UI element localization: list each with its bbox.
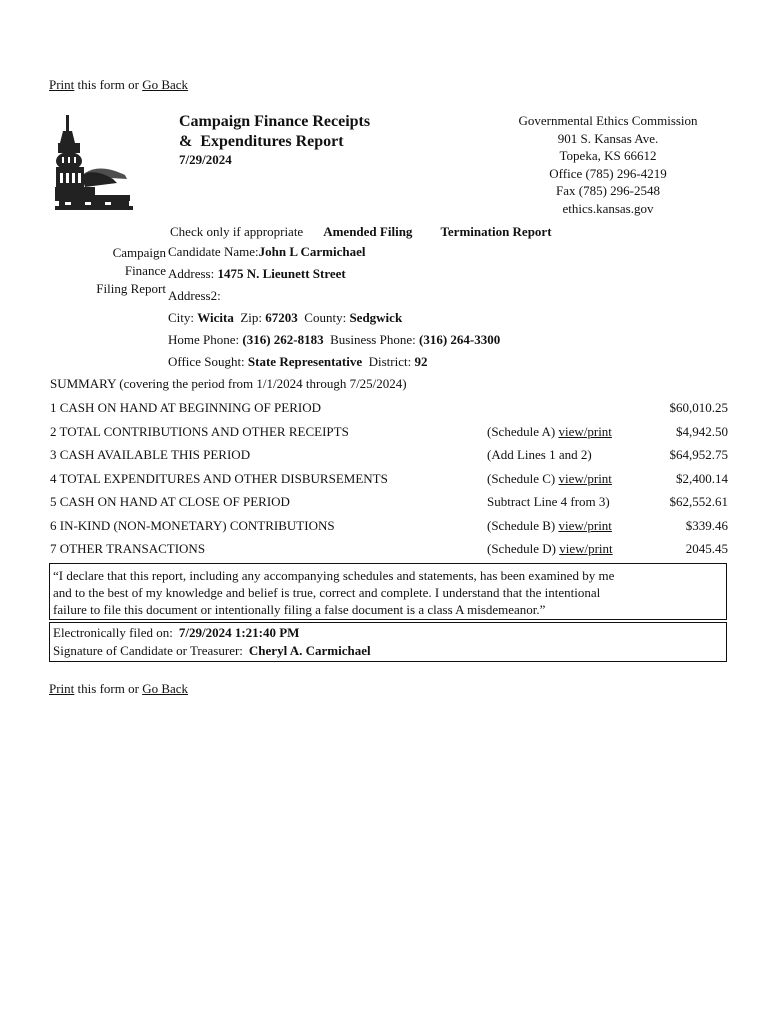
filing-type-row bbox=[170, 224, 552, 240]
top-navigation bbox=[49, 77, 188, 93]
title-text: Expenditures Report bbox=[200, 133, 344, 150]
filed-on-label: Electronically filed on: bbox=[53, 625, 173, 640]
summary-row-label: 4 TOTAL EXPENDITURES AND OTHER DISBURSEMENTS bbox=[50, 471, 388, 486]
side-label-line1: Campaign bbox=[112, 245, 166, 260]
nav-text: this form or bbox=[74, 681, 143, 696]
summary-row-schedule bbox=[487, 471, 612, 487]
summary-row-schedule bbox=[487, 424, 612, 440]
side-label-line2: Finance bbox=[124, 263, 166, 278]
summary-row-amount: 2045.45 bbox=[685, 541, 728, 556]
address2-row bbox=[168, 288, 221, 304]
side-label bbox=[82, 244, 166, 298]
agency-city: Topeka, KS 66612 bbox=[559, 148, 657, 163]
title-ampersand: & bbox=[179, 133, 193, 150]
phone-row bbox=[168, 332, 500, 348]
business-phone: (316) 264-3300 bbox=[418, 332, 501, 347]
summary-row-amount: $60,010.25 bbox=[669, 400, 728, 415]
candidate-county: Sedgwick bbox=[349, 310, 403, 325]
summary-row-amount: $4,942.50 bbox=[676, 424, 728, 439]
candidate-zip: 67203 bbox=[265, 310, 298, 325]
schedule-a-view-print-link[interactable]: view/print bbox=[558, 424, 612, 439]
report-title-line2 bbox=[179, 133, 344, 151]
summary-row-schedule bbox=[487, 541, 613, 557]
bottom-navigation bbox=[49, 681, 188, 697]
print-link[interactable]: Print bbox=[49, 77, 75, 92]
summary-row-schedule: (Add Lines 1 and 2) bbox=[487, 447, 592, 462]
address2-label: Address2: bbox=[168, 288, 221, 303]
termination-report-label: Termination Report bbox=[440, 224, 552, 239]
kansas-capitol-seal-icon bbox=[55, 113, 133, 213]
candidate-name-label: Candidate Name: bbox=[168, 244, 259, 259]
print-link[interactable]: Print bbox=[49, 681, 75, 696]
agency-street: 901 S. Kansas Ave. bbox=[557, 130, 659, 146]
signature-value: Cheryl A. Carmichael bbox=[248, 643, 371, 658]
summary-row-label: 7 OTHER TRANSACTIONS bbox=[50, 541, 206, 556]
summary-row-amount: $2,400.14 bbox=[676, 471, 728, 486]
signature-label: Signature of Candidate or Treasurer: bbox=[53, 643, 243, 658]
report-title-line1: Campaign Finance Receipts bbox=[179, 113, 371, 130]
summary-row-label: 5 CASH ON HAND AT CLOSE OF PERIOD bbox=[50, 494, 290, 509]
schedule-text: (Schedule D) bbox=[487, 541, 560, 556]
summary-row-label: 1 CASH ON HAND AT BEGINNING OF PERIOD bbox=[50, 400, 321, 415]
go-back-link[interactable]: Go Back bbox=[142, 681, 189, 696]
go-back-link[interactable]: Go Back bbox=[142, 77, 189, 92]
business-phone-label: Business Phone: bbox=[330, 332, 416, 347]
summary-row-schedule: Subtract Line 4 from 3) bbox=[487, 494, 610, 509]
district-label: District: bbox=[368, 354, 412, 369]
summary-row-4 bbox=[50, 471, 730, 493]
summary-row-label: 2 TOTAL CONTRIBUTIONS AND OTHER RECEIPTS bbox=[50, 424, 349, 439]
summary-row-3 bbox=[50, 447, 730, 469]
declaration-line3: failure to file this document or intentionally filing a false document is a class A misdemeanor.” bbox=[53, 602, 546, 617]
check-prompt: Check only if appropriate bbox=[170, 224, 304, 239]
agency-office-phone: Office (785) 296-4219 bbox=[549, 165, 667, 181]
side-label-line3: Filing Report bbox=[96, 281, 166, 296]
schedule-c-view-print-link[interactable]: view/print bbox=[558, 471, 612, 486]
schedule-text: (Schedule A) bbox=[487, 424, 559, 439]
filing-box bbox=[49, 622, 727, 662]
summary-row-1 bbox=[50, 400, 730, 422]
agency-website: ethics.kansas.gov bbox=[562, 200, 654, 216]
summary-row-7 bbox=[50, 541, 730, 563]
address-row bbox=[168, 266, 346, 282]
summary-row-6 bbox=[50, 518, 730, 540]
summary-row-amount: $64,952.75 bbox=[669, 447, 728, 462]
nav-text: this form or bbox=[74, 77, 143, 92]
report-date: 7/29/2024 bbox=[179, 152, 232, 167]
summary-row-amount: $62,552.61 bbox=[669, 494, 728, 509]
zip-label: Zip: bbox=[240, 310, 263, 325]
office-row bbox=[168, 354, 427, 370]
city-label: City: bbox=[168, 310, 195, 325]
candidate-name-row bbox=[168, 244, 366, 260]
signature-row bbox=[53, 642, 723, 660]
home-phone: (316) 262-8183 bbox=[242, 332, 324, 347]
address-label: Address: bbox=[168, 266, 215, 281]
schedule-b-view-print-link[interactable]: view/print bbox=[558, 518, 612, 533]
county-label: County: bbox=[304, 310, 347, 325]
schedule-text: (Schedule C) bbox=[487, 471, 559, 486]
candidate-name: John L Carmichael bbox=[258, 244, 366, 259]
office-label: Office Sought: bbox=[168, 354, 245, 369]
agency-info bbox=[498, 112, 718, 217]
amended-filing-label: Amended Filing bbox=[323, 224, 413, 239]
candidate-address: 1475 N. Lieunett Street bbox=[217, 266, 346, 281]
declaration-line2: and to the best of my knowledge and belief is true, correct and complete. I understand that the intentional bbox=[53, 585, 601, 600]
declaration-line1: “I declare that this report, including any accompanying schedules and statements, has been examined by me bbox=[53, 568, 615, 583]
home-phone-label: Home Phone: bbox=[168, 332, 240, 347]
agency-fax: Fax (785) 296-2548 bbox=[556, 183, 660, 198]
summary-row-label: 6 IN-KIND (NON-MONETARY) CONTRIBUTIONS bbox=[50, 518, 335, 533]
summary-row-2 bbox=[50, 424, 730, 446]
office-sought: State Representative bbox=[247, 354, 363, 369]
summary-row-label: 3 CASH AVAILABLE THIS PERIOD bbox=[50, 447, 251, 462]
filed-on-value: 7/29/2024 1:21:40 PM bbox=[178, 625, 300, 640]
declaration-box bbox=[49, 563, 727, 620]
filed-on-row bbox=[53, 624, 723, 642]
summary-row-5 bbox=[50, 494, 730, 516]
agency-name: Governmental Ethics Commission bbox=[518, 113, 698, 128]
city-row bbox=[168, 310, 402, 326]
schedule-d-view-print-link[interactable]: view/print bbox=[559, 541, 613, 556]
candidate-city: Wicita bbox=[197, 310, 234, 325]
summary-heading: SUMMARY (covering the period from 1/1/2024 through 7/25/2024) bbox=[50, 376, 407, 391]
district: 92 bbox=[414, 354, 428, 369]
schedule-text: (Schedule B) bbox=[487, 518, 559, 533]
summary-row-schedule bbox=[487, 518, 612, 534]
summary-row-amount: $339.46 bbox=[685, 518, 728, 533]
